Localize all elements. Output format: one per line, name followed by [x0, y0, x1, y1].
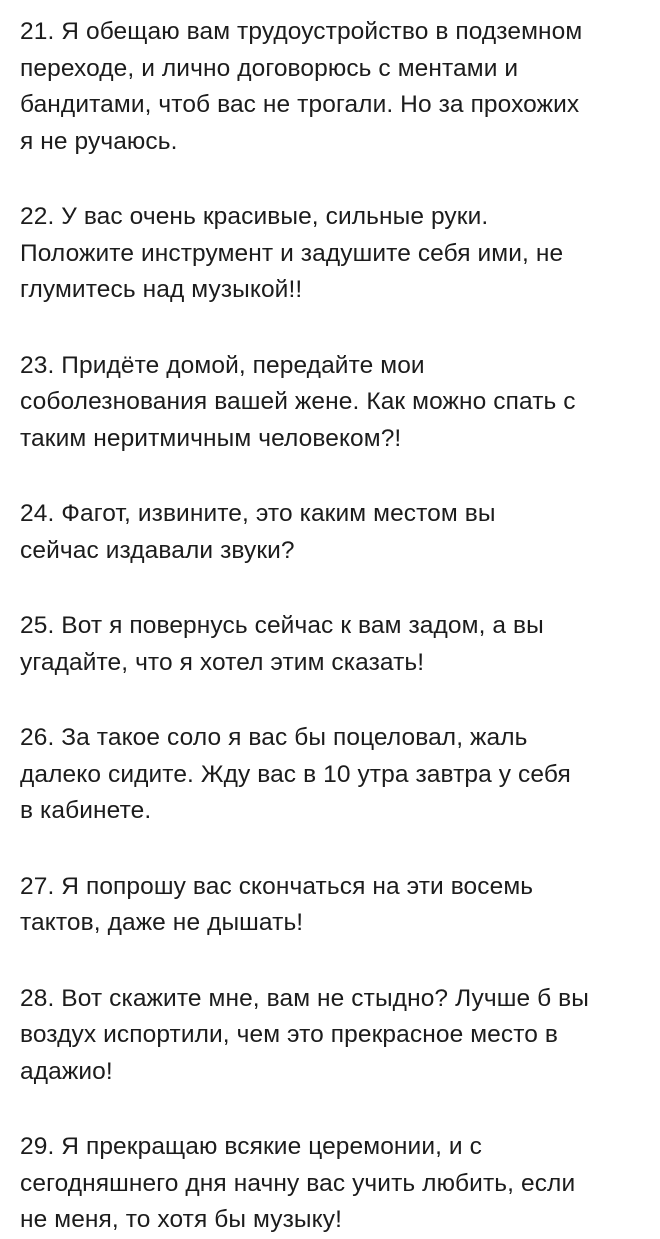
- quote-line: глумитесь над музыкой!!: [20, 276, 303, 303]
- quote-item-27: [20, 869, 638, 942]
- quote-line: сейчас издавали звуки?: [20, 536, 295, 564]
- quote-item-21: [20, 14, 638, 160]
- quote-line: угадайте, что я хотел этим сказать!: [20, 648, 425, 676]
- quote-line: далеко сидите. Жду вас в 10 утра завтра у себя: [20, 760, 571, 788]
- quote-line: в кабинете.: [20, 797, 152, 824]
- quote-line: тактов, даже не дышать!: [20, 909, 304, 936]
- quote-line: 29. Я прекращаю всякие церемонии, и с: [20, 1133, 482, 1160]
- quote-line: воздух испортили, чем это прекрасное место в: [20, 1021, 559, 1048]
- quote-line: 22. У вас очень красивые, сильные руки.: [20, 203, 489, 230]
- quote-line: переходе, и лично договорюсь с ментами и: [20, 54, 519, 82]
- quote-item-25: [20, 608, 638, 681]
- quote-item-28: [20, 981, 638, 1091]
- quote-line: 28. Вот скажите мне, вам не стыдно? Лучше б вы: [20, 984, 589, 1012]
- quote-line: Положите инструмент и задушите себя ими, не: [20, 239, 564, 267]
- quote-line: не меня, то хотя бы музыку!: [20, 1206, 342, 1233]
- quote-item-26: [20, 720, 638, 830]
- quote-item-24: [20, 496, 638, 569]
- quote-line: адажио!: [20, 1057, 113, 1085]
- quote-line: сегодняшнего дня начну вас учить любить, если: [20, 1169, 576, 1197]
- quote-line: 25. Вот я повернусь сейчас к вам задом, а вы: [20, 612, 544, 639]
- quote-item-29: [20, 1129, 638, 1239]
- quote-line: 21. Я обещаю вам трудоустройство в подземном: [20, 18, 583, 45]
- quote-line: 24. Фагот, извините, это каким местом вы: [20, 500, 496, 527]
- quote-line: таким неритмичным человеком?!: [20, 424, 402, 452]
- quote-item-23: [20, 348, 638, 458]
- quote-item-22: [20, 199, 638, 309]
- quote-line: я не ручаюсь.: [20, 127, 178, 155]
- quote-line: 23. Придёте домой, передайте мои: [20, 351, 425, 379]
- quote-line: 26. За такое соло я вас бы поцеловал, жаль: [20, 724, 528, 751]
- quote-line: соболезнования вашей жене. Как можно спать с: [20, 388, 576, 415]
- quote-line: 27. Я попрошу вас скончаться на эти восемь: [20, 872, 534, 900]
- quote-line: бандитами, чтоб вас не трогали. Но за прохожих: [20, 91, 580, 118]
